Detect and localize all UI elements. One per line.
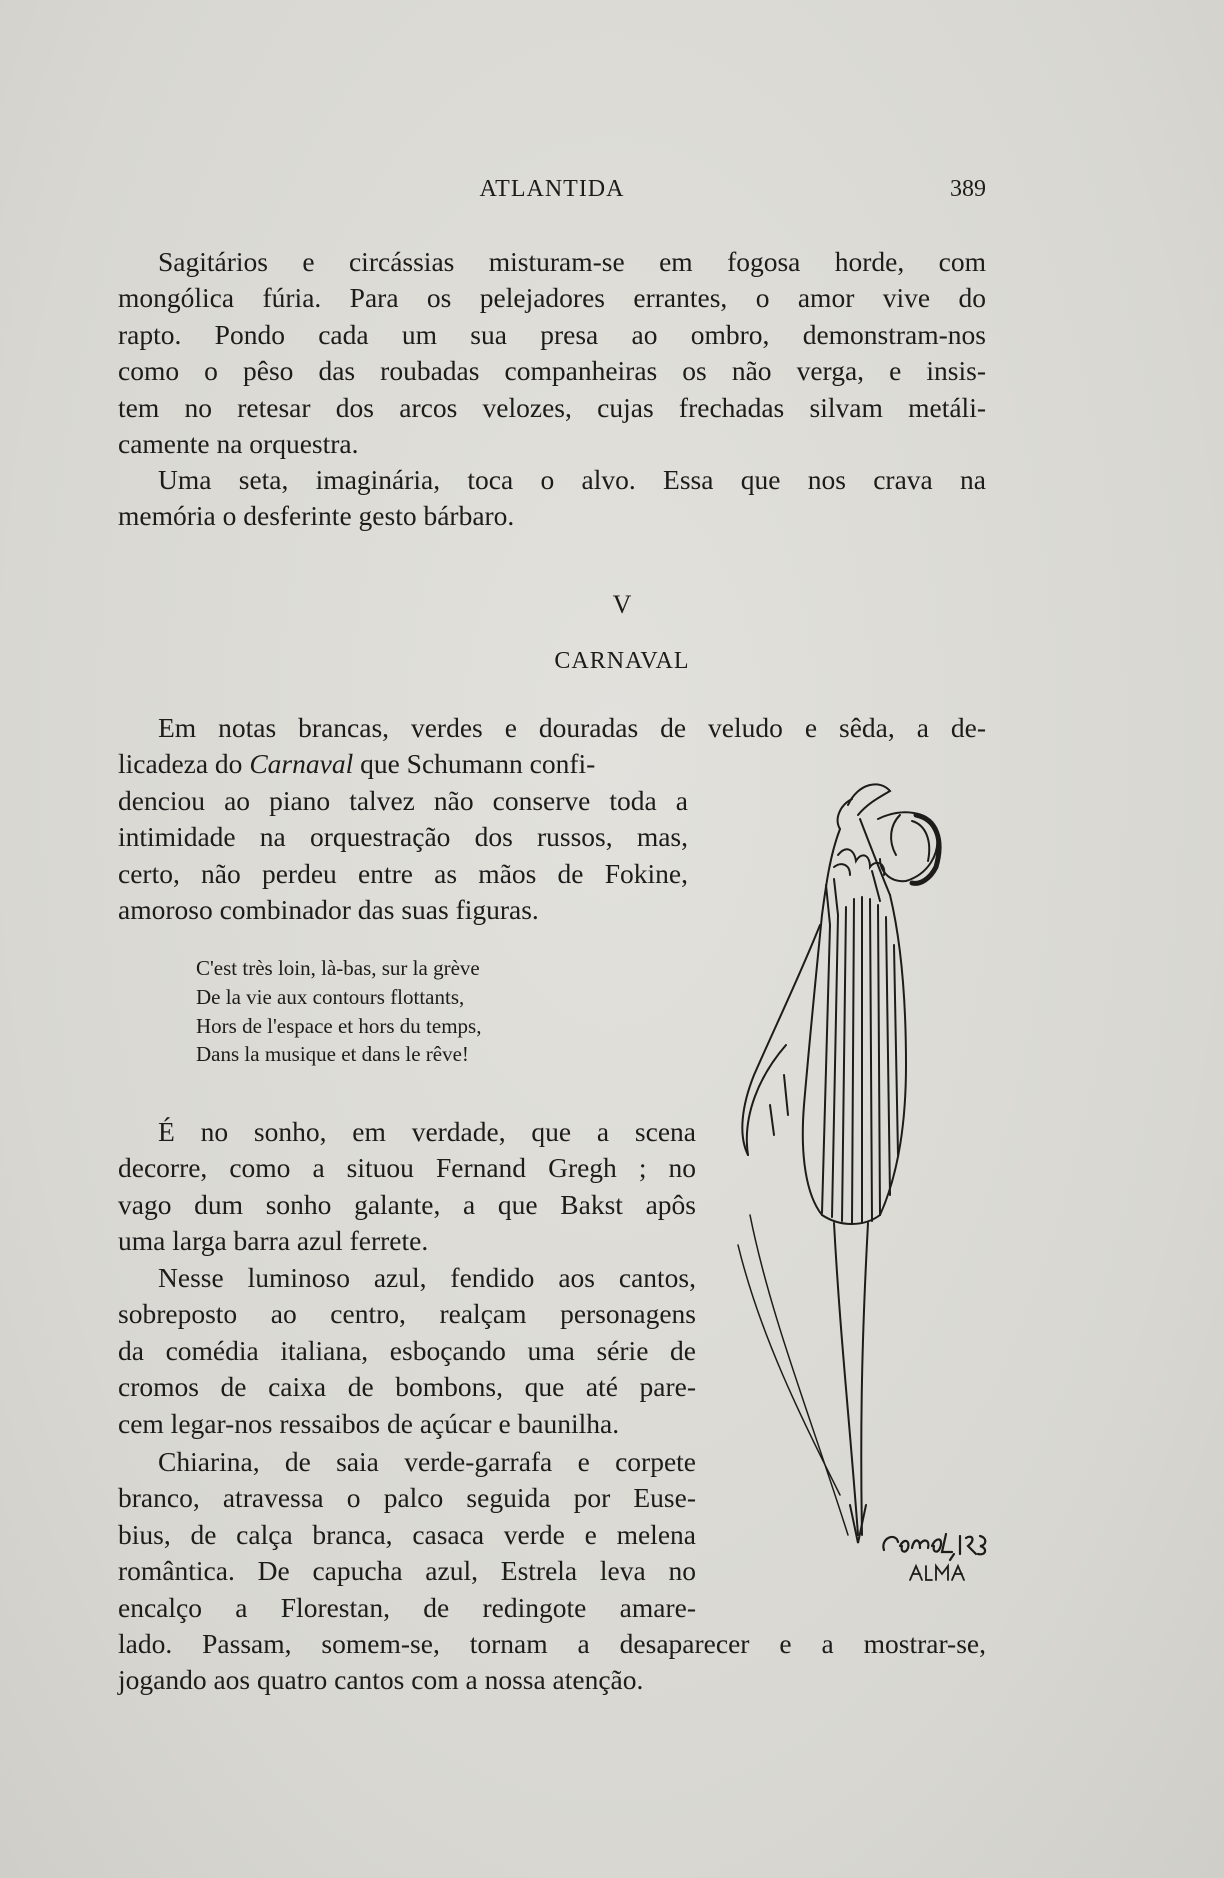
page-number: 389 bbox=[950, 176, 986, 202]
text-line: amoroso combinador das suas figuras. bbox=[118, 894, 539, 926]
text-line: cromos de caixa de bombons, que até pare- bbox=[118, 1371, 696, 1403]
paragraph-uma-seta bbox=[118, 462, 986, 535]
text-line bbox=[118, 746, 688, 782]
text-line: jogando aos quatro cantos com a nossa atenção. bbox=[118, 1664, 644, 1696]
paragraph-nesse-luminoso bbox=[118, 1260, 696, 1442]
text-line: Sagitários e circássias misturam-se em fogosa horde, com bbox=[158, 246, 986, 277]
chapter-number: V bbox=[612, 590, 632, 619]
text-line: intimidade na orquestração dos russos, mas, bbox=[118, 821, 688, 853]
text-fragment: que Schumann confi- bbox=[353, 748, 596, 780]
text-line: lado. Passam, somem-se, tornam a desaparecer e a mostrar-se, bbox=[118, 1628, 986, 1660]
text-line: Uma seta, imaginária, toca o alvo. Essa que nos crava na bbox=[158, 464, 986, 495]
text-line: Em notas brancas, verdes e douradas de veludo e sêda, a de- bbox=[158, 712, 986, 743]
artist-signature bbox=[880, 1528, 990, 1588]
poem-line: C'est très loin, là-bas, sur la grève bbox=[196, 956, 480, 980]
text-line: como o pêso das roubadas companheiras os não verga, e insis- bbox=[118, 355, 986, 387]
text-line: da comédia italiana, esboçando uma série de bbox=[118, 1334, 696, 1366]
text-line: encalço a Florestan, de redingote amare- bbox=[118, 1591, 696, 1623]
text-line: uma larga barra azul ferrete. bbox=[118, 1225, 429, 1257]
text-line: Chiarina, de saia verde-garrafa e corpete bbox=[158, 1446, 696, 1477]
italic-title: Carnaval bbox=[249, 748, 354, 780]
dancer-illustration bbox=[730, 775, 1000, 1545]
text-line: certo, não perdeu entre as mãos de Fokine, bbox=[118, 857, 688, 889]
text-line: cem legar-nos ressaibos de açúcar e baunilha. bbox=[118, 1407, 620, 1439]
poem-line: Dans la musique et dans le rêve! bbox=[196, 1042, 469, 1067]
text-line: bius, de calça branca, casaca verde e melena bbox=[118, 1518, 696, 1550]
paragraph-no-sonho bbox=[118, 1114, 696, 1260]
text-fragment: licadeza do bbox=[118, 748, 250, 780]
text-line: sobreposto ao centro, realçam personagens bbox=[118, 1298, 696, 1330]
text-line: É no sonho, em verdade, que a scena bbox=[158, 1116, 696, 1147]
text-line: rapto. Pondo cada um sua presa ao ombro, demonstram-nos bbox=[118, 318, 986, 350]
text-line: denciou ao piano talvez não conserve toda a bbox=[118, 784, 688, 816]
paragraph-sagitarios bbox=[118, 244, 986, 462]
text-line: decorre, como a situou Fernand Gregh ; no bbox=[118, 1152, 696, 1184]
text-line: tem no retesar dos arcos velozes, cujas frechadas silvam metáli- bbox=[118, 391, 986, 423]
running-title: ATLANTIDA bbox=[479, 176, 625, 202]
poem-quote bbox=[196, 954, 616, 1069]
text-line: romântica. De capucha azul, Estrela leva no bbox=[118, 1555, 696, 1587]
poem-line: Hors de l'espace et hors du temps, bbox=[196, 1013, 482, 1038]
poem-line: De la vie aux contours flottants, bbox=[196, 984, 465, 1009]
text-line: Nesse luminoso azul, fendido aos cantos, bbox=[158, 1262, 696, 1293]
text-line: mongólica fúria. Para os pelejadores errantes, o amor vive do bbox=[118, 282, 986, 314]
page-header bbox=[118, 174, 986, 210]
text-line: camente na orquestra. bbox=[118, 428, 359, 460]
text-line: memória o desferinte gesto bárbaro. bbox=[118, 500, 515, 532]
text-line: branco, atravessa o palco seguida por Euse- bbox=[118, 1482, 696, 1514]
chapter-title: CARNAVAL bbox=[554, 648, 690, 674]
text-line: vago dum sonho galante, a que Bakst apôs bbox=[118, 1188, 696, 1220]
